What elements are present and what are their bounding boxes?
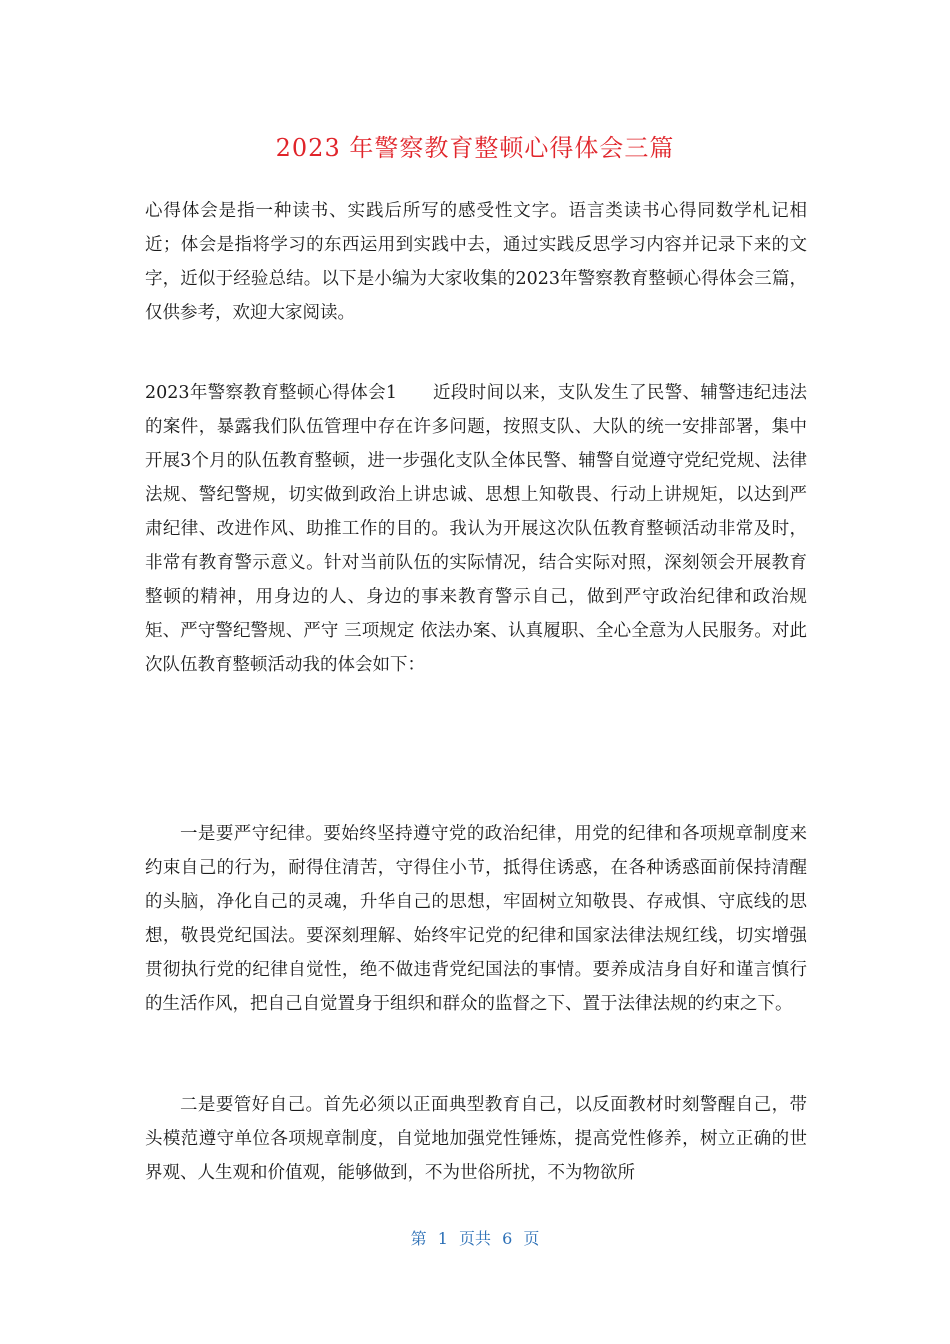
point-2-paragraph: 二是要管好自己。首先必须以正面典型教育自己，以反面教材时刻警醒自己，带头模范遵守单位各项规章制度，自觉地加强党性锤炼，提高党性修养，树立正确的世界观、人生观和价值观，能够做到，不为世俗所扰，不为物欲所 — [145, 1095, 807, 1183]
document-title: 2023 年警察教育整顿心得体会三篇 — [275, 134, 675, 162]
section-1-paragraph: 2023年警察教育整顿心得体会1 近段时间以来，支队发生了民警、辅警违纪违法的案件，暴露我们队伍管理中存在许多问题，按照支队、大队的统一安排部署，集中开展3个月的队伍教育整顿，进一步强化支队全体民警、辅警自觉遵守党纪党规、法律法规、警纪警规，切实做到政治上讲忠诚、思想上知敬畏、行动上讲规矩，以达到严肃纪律、改进作风、助推工作的目的。我认为开展这次队伍教育整顿活动非常及时，非常有教育警示意义。针对当前队伍的实际情况，结合实际对照，深刻领会开展教育整顿的精神，用身边的人、身边的事来教育警示自己，做到严守政治纪律和政治规矩、严守警纪警规、严守 三项规定 依法办案、认真履职、全心全意为人民服务。对此次队伍教育整顿活动我的体会如下： — [145, 383, 807, 675]
point-1-paragraph: 一是要严守纪律。要始终坚持遵守党的政治纪律，用党的纪律和各项规章制度来约束自己的行为，耐得住清苦，守得住小节，抵得住诱惑，在各种诱惑面前保持清醒的头脑，净化自己的灵魂，升华自己的思想，牢固树立知敬畏、存戒惧、守底线的思想，敬畏党纪国法。要深刻理解、始终牢记党的纪律和国家法律法规红线，切实增强贯彻执行党的纪律自觉性，绝不做违背党纪国法的事情。要养成洁身自好和谨言慎行的生活作风，把自己自觉置身于组织和群众的监督之下、置于法律法规的约束之下。 — [145, 824, 807, 1014]
intro-paragraph: 心得体会是指一种读书、实践后所写的感受性文字。语言类读书心得同数学札记相近；体会是指将学习的东西运用到实践中去，通过实践反思学习内容并记录下来的文字，近似于经验总结。以下是小编为大家收集的2023年警察教育整顿心得体会三篇，仅供参考，欢迎大家阅读。 — [145, 201, 807, 323]
page-footer: 第 1 页共 6 页 — [410, 1229, 540, 1248]
